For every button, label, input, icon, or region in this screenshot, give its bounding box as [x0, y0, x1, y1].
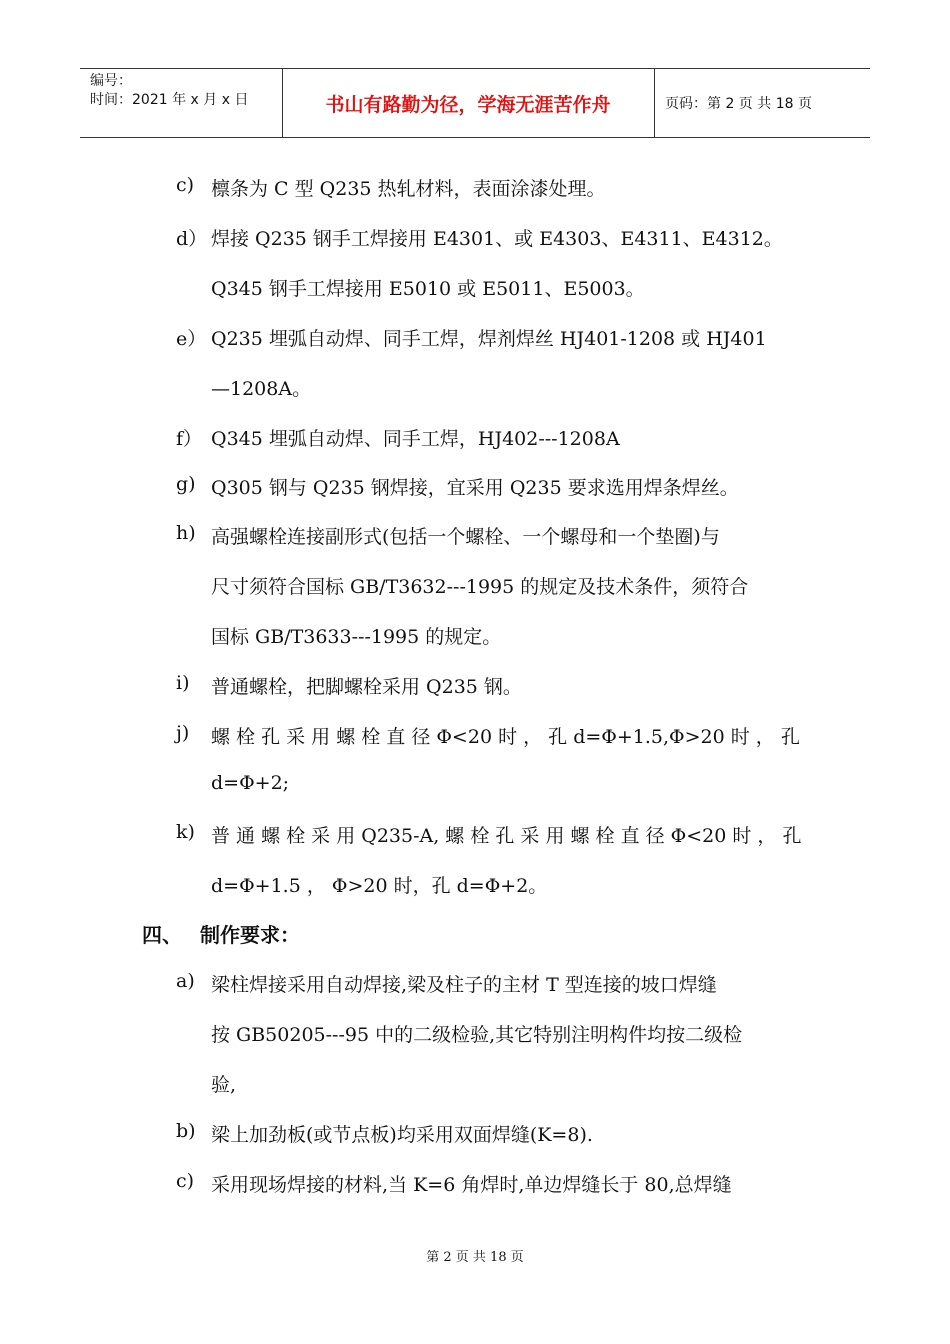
header-motto: 书山有路勤为径，学海无涯苦作舟 [325, 93, 611, 116]
list-item-continuation: d=Φ+2; [211, 772, 290, 794]
page-header [80, 68, 870, 138]
list-item-label: j) [176, 722, 190, 744]
list-item-text: Q235 埋弧自动焊、同手工焊，焊剂焊丝 HJ401-1208 或 HJ401 [211, 328, 767, 350]
section-title: 制作要求： [200, 923, 300, 947]
header-page-info: 页码：第 2 页 共 18 页 [665, 96, 812, 112]
list-item-continuation: 国标 GB/T3633---1995 的规定。 [211, 626, 502, 648]
list-item-label: k) [176, 821, 195, 843]
list-item-text: 普 通 螺 栓 采 用 Q235-A, 螺 栓 孔 采 用 螺 栓 直 径 Φ<20 时 ， 孔 [211, 825, 802, 847]
list-item-label: e） [176, 328, 207, 350]
list-item-text: 高强螺栓连接副形式(包括一个螺栓、一个螺母和一个垫圈)与 [211, 526, 720, 548]
list-item-text: 螺 栓 孔 采 用 螺 栓 直 径 Φ<20 时 ， 孔 d=Φ+1.5,Φ>20 时 ， 孔 [211, 726, 800, 748]
list-item-continuation: 按 GB50205---95 中的二级检验,其它特别注明构件均按二级检 [211, 1024, 743, 1046]
section-number: 四、 [142, 923, 182, 947]
list-item-continuation: —1208A。 [211, 378, 312, 400]
list-item-continuation: 尺寸须符合国标 GB/T3632---1995 的规定及技术条件，须符合 [211, 576, 749, 598]
list-item-label: h) [176, 522, 196, 544]
list-item-label: a) [176, 970, 195, 992]
header-meta-cell [80, 69, 283, 137]
list-item-text: 采用现场焊接的材料,当 K=6 角焊时,单边焊缝长于 80,总焊缝 [211, 1174, 732, 1196]
list-item-text: 普通螺栓，把脚螺栓采用 Q235 钢。 [211, 676, 522, 698]
list-item-label: d） [176, 228, 208, 250]
document-date: 时间：2021 年 x 月 x 日 [90, 92, 249, 108]
section-heading [142, 919, 300, 948]
list-item-continuation: d=Φ+1.5 ， Φ>20 时，孔 d=Φ+2。 [211, 875, 548, 897]
list-item-label: c) [176, 1170, 195, 1192]
list-item-text: 梁柱焊接采用自动焊接,梁及柱子的主材 T 型连接的坡口焊缝 [211, 974, 717, 996]
page-footer: 第 2 页 共 18 页 [426, 1250, 524, 1265]
list-item-text: Q305 钢与 Q235 钢焊接，宜采用 Q235 要求选用焊条焊丝。 [211, 477, 739, 499]
list-item-label: c) [176, 174, 195, 196]
list-item-label: i) [176, 672, 190, 694]
header-motto-cell [282, 69, 655, 137]
document-number-label: 编号： [90, 73, 132, 89]
list-item-text: 檩条为 C 型 Q235 热轧材料，表面涂漆处理。 [211, 178, 606, 200]
list-item-text: 梁上加劲板(或节点板)均采用双面焊缝(K=8). [211, 1124, 593, 1146]
list-item-label: f） [176, 428, 203, 450]
list-item-label: b) [176, 1120, 196, 1142]
list-item-continuation: Q345 钢手工焊接用 E5010 或 E5011、E5003。 [211, 278, 645, 300]
list-item-label: g) [176, 473, 196, 495]
list-item-text: Q345 埋弧自动焊、同手工焊，HJ402---1208A [211, 428, 620, 450]
list-item-continuation: 验, [211, 1074, 237, 1096]
list-item-text: 焊接 Q235 钢手工焊接用 E4301、或 E4303、E4311、E4312。 [211, 228, 783, 250]
